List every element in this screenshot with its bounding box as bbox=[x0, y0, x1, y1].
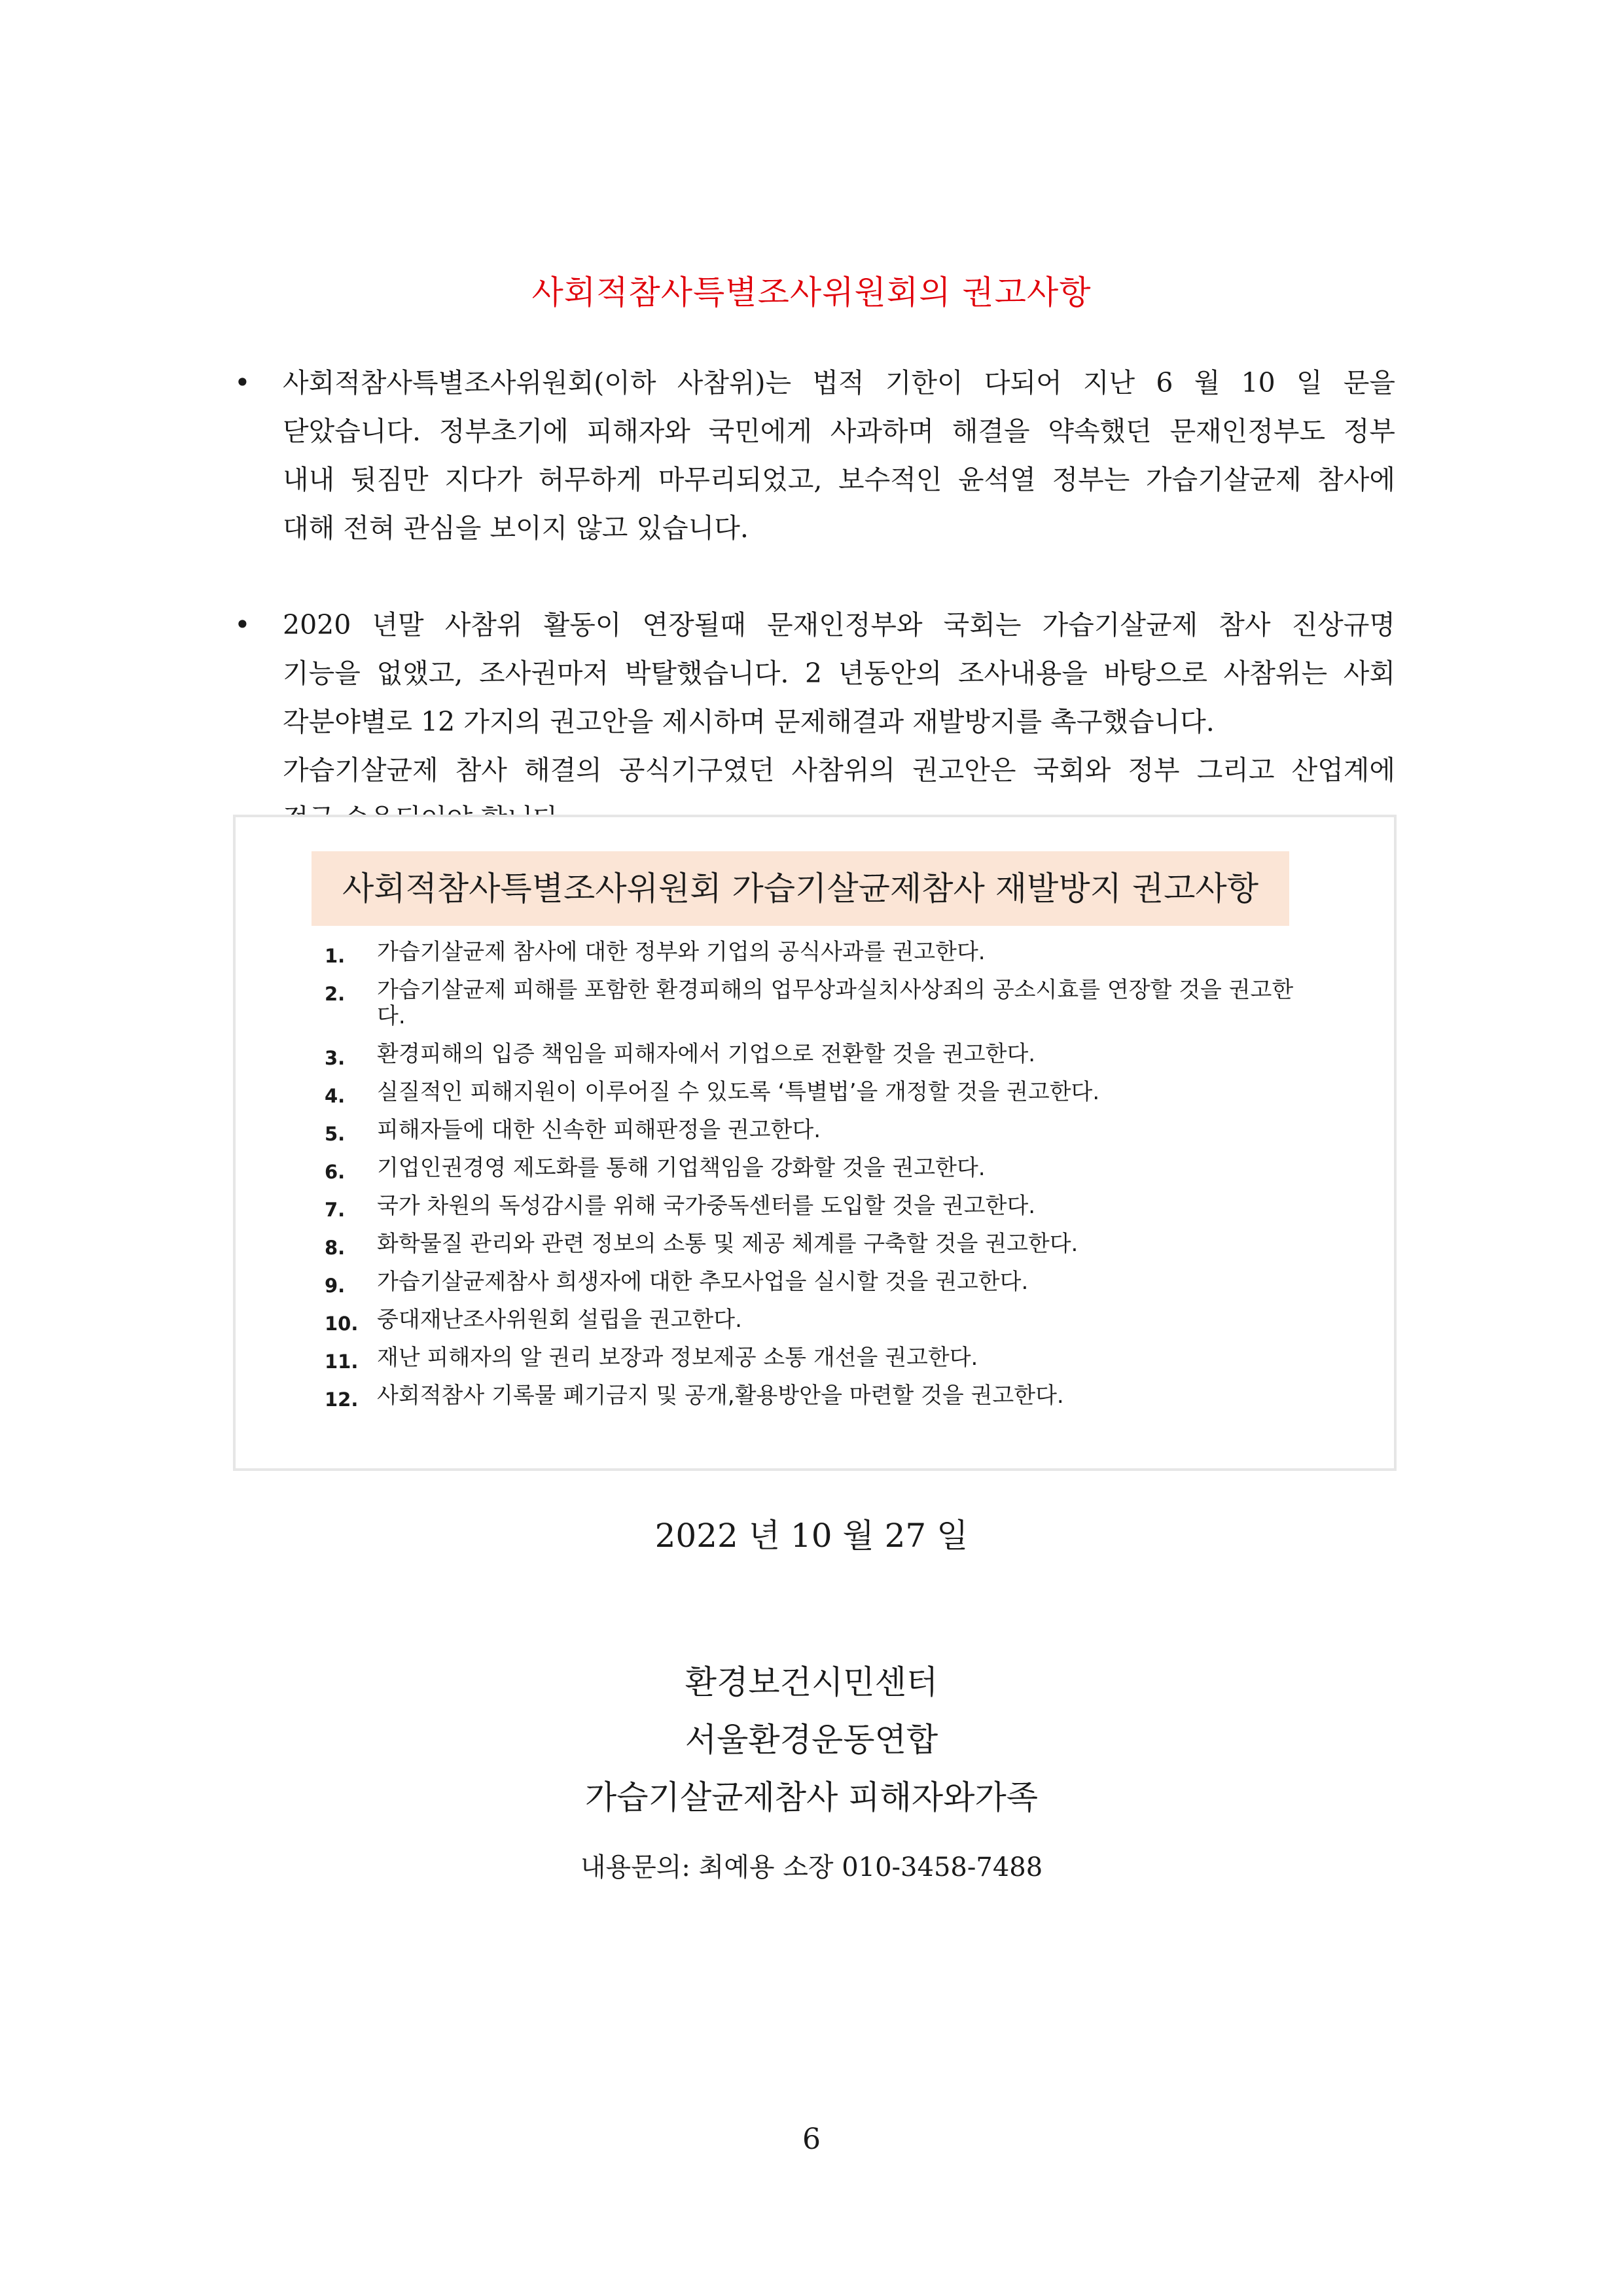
recommendation-text: 재난 피해자의 알 권리 보장과 정보제공 소통 개선을 권고한다. bbox=[377, 1345, 978, 1371]
recommendation-number: 9. bbox=[325, 1275, 346, 1297]
recommendation-item bbox=[325, 1231, 1306, 1257]
paragraph-line: 각분야별로 12 가지의 권고안을 제시하며 문제해결과 재발방지를 촉구했습니다. bbox=[283, 706, 1215, 737]
page-title: 사회적참사특별조사위원회의 권고사항 bbox=[531, 274, 1092, 311]
recommendation-item bbox=[325, 1117, 1306, 1143]
recommendation-item bbox=[325, 977, 1306, 1029]
recommendation-number: 4. bbox=[325, 1085, 346, 1107]
bullet-icon: • bbox=[234, 609, 251, 641]
recommendation-number: 3. bbox=[325, 1047, 346, 1069]
recommendation-item bbox=[325, 939, 1306, 965]
recommendation-number: 11. bbox=[325, 1351, 359, 1373]
recommendation-number: 10. bbox=[325, 1313, 359, 1335]
recommendation-text: 가습기살균제 참사에 대한 정부와 기업의 공식사과를 권고한다. bbox=[377, 939, 986, 965]
recommendation-text: 중대재난조사위원회 설립을 권고한다. bbox=[377, 1307, 742, 1333]
paragraph-line: 기능을 없앴고, 조사권마저 박탈했습니다. 2 년동안의 조사내용을 바탕으로 사참위는 사회 bbox=[283, 658, 1395, 689]
recommendation-text: 사회적참사 기록물 폐기금지 및 공개,활용방안을 마련할 것을 권고한다. bbox=[377, 1383, 1064, 1409]
recommendation-number: 12. bbox=[325, 1388, 359, 1411]
recommendation-number: 7. bbox=[325, 1199, 346, 1221]
paragraph-line: 가습기살균제 참사 해결의 공식기구였던 사참위의 권고안은 국회와 정부 그리고 산업계에 bbox=[283, 754, 1395, 786]
organization-name: 서울환경운동연합 bbox=[685, 1721, 938, 1759]
recommendation-item bbox=[325, 1269, 1306, 1295]
recommendation-text: 가습기살균제참사 희생자에 대한 추모사업을 실시할 것을 권고한다. bbox=[377, 1269, 1029, 1295]
recommendation-text: 화학물질 관리와 관련 정보의 소통 및 제공 체계를 구축할 것을 권고한다. bbox=[377, 1231, 1079, 1257]
paragraph-line: 대해 전혀 관심을 보이지 않고 있습니다. bbox=[283, 512, 749, 544]
recommendation-item bbox=[325, 1041, 1306, 1067]
recommendation-item bbox=[325, 1383, 1306, 1409]
recommendation-list bbox=[325, 939, 1306, 1421]
recommendation-box-title: 사회적참사특별조사위원회 가습기살균제참사 재발방지 권고사항 bbox=[312, 851, 1289, 926]
bullet-item bbox=[230, 601, 1395, 843]
recommendation-text: 실질적인 피해지원이 이루어질 수 있도록 ‘특별법’을 개정할 것을 권고한다. bbox=[377, 1079, 1100, 1105]
recommendation-text: 피해자들에 대한 신속한 피해판정을 권고한다. bbox=[377, 1117, 821, 1143]
paragraph-line: 닫았습니다. 정부초기에 피해자와 국민에게 사과하며 해결을 약속했던 문재인정부도 정부 bbox=[283, 415, 1395, 447]
recommendation-number: 1. bbox=[325, 945, 346, 967]
organization-name: 환경보건시민센터 bbox=[685, 1663, 938, 1701]
recommendation-item bbox=[325, 1155, 1306, 1181]
paragraph-line: 2020 년말 사참위 활동이 연장될때 문재인정부와 국회는 가습기살균제 참사 진상규명 bbox=[283, 609, 1395, 641]
contact-info: 내용문의: 최예용 소장 010-3458-7488 bbox=[580, 1852, 1043, 1882]
recommendation-item bbox=[325, 1307, 1306, 1333]
recommendation-item bbox=[325, 1193, 1306, 1219]
paragraph-line: 내내 뒷짐만 지다가 허무하게 마무리되었고, 보수적인 윤석열 정부는 가습기살균제 참사에 bbox=[283, 464, 1395, 495]
bullet-item bbox=[230, 359, 1395, 552]
paragraph-line: 사회적참사특별조사위원회(이하 사참위)는 법적 기한이 다되어 지난 6 월 10 일 문을 bbox=[283, 367, 1395, 398]
recommendation-box bbox=[233, 815, 1397, 1471]
recommendation-text: 국가 차원의 독성감시를 위해 국가중독센터를 도입할 것을 권고한다. bbox=[377, 1193, 1036, 1219]
organization-list bbox=[0, 1653, 1623, 1826]
recommendation-text: 가습기살균제 피해를 포함한 환경피해의 업무상과실치사상죄의 공소시효를 연장할 것을 권고한다. bbox=[377, 977, 1294, 1029]
document-date: 2022 년 10 월 27 일 bbox=[654, 1517, 969, 1555]
page-number: 6 bbox=[802, 2123, 821, 2156]
recommendation-item bbox=[325, 1079, 1306, 1105]
bullet-icon: • bbox=[234, 366, 251, 398]
recommendation-number: 6. bbox=[325, 1161, 346, 1183]
bullet-list bbox=[230, 359, 1395, 891]
recommendation-number: 8. bbox=[325, 1237, 346, 1259]
recommendation-text: 환경피해의 입증 책임을 피해자에서 기업으로 전환할 것을 권고한다. bbox=[377, 1041, 1036, 1067]
recommendation-text: 기업인권경영 제도화를 통해 기업책임을 강화할 것을 권고한다. bbox=[377, 1155, 986, 1181]
recommendation-number: 2. bbox=[325, 983, 346, 1005]
recommendation-item bbox=[325, 1345, 1306, 1371]
organization-name: 가습기살균제참사 피해자와가족 bbox=[584, 1778, 1039, 1816]
recommendation-number: 5. bbox=[325, 1123, 346, 1145]
